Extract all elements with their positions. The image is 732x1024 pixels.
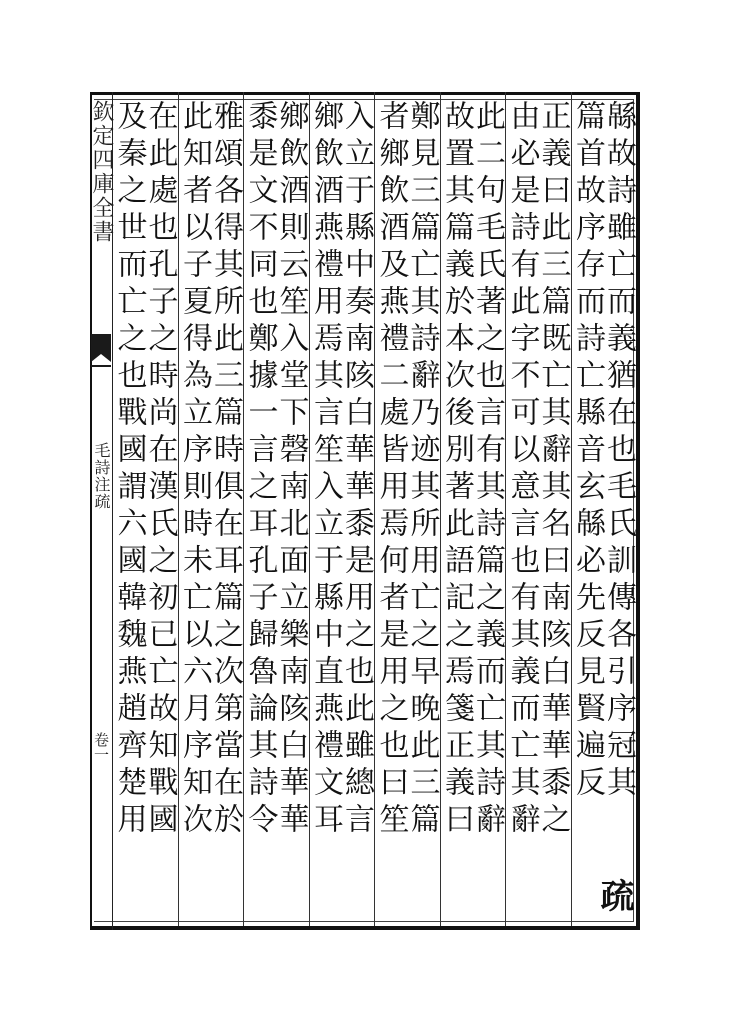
text-line: 篇首故序存而詩亡縣音玄緜必先反見賢遍反: [570, 100, 605, 803]
text-line: 正義曰此三篇既亡其辭其名曰南陔白華華黍之: [535, 100, 571, 840]
text-columns: [112, 92, 636, 926]
banxin-book-name: 毛詩注疏: [92, 442, 111, 510]
text-line: 者鄉飲酒及燕禮二處皆用焉何者是用之也曰笙: [373, 100, 409, 840]
text-line: 由必是詩有此字不可以意言也有其義而亡其辭: [504, 100, 540, 840]
text-line: 鄉飲酒燕禮用焉其言笙入立于縣中直燕禮文耳: [308, 100, 343, 840]
text-line: 鄉飲酒則云笙入堂下磬南北面立樂南陔白華華: [273, 100, 309, 840]
text-column-4: [374, 92, 440, 926]
text-line: 此二句毛氏著之也言有其詩篇之義而亡其詩辭: [470, 100, 505, 840]
commentary-marker: 疏: [594, 878, 634, 912]
text-line: 鄭見三篇亡其詩辭乃迹其所用亡之早晚此三篇: [404, 100, 440, 840]
text-line: 此知者以子夏得為立序則時未亡以六月序知次: [177, 100, 212, 840]
text-line: 雅頌各得其所此三篇時俱在耳篇之次第當在於: [208, 100, 243, 840]
text-line: 及秦之世而亡之也戰國謂六國韓魏燕趙齊楚用: [111, 100, 147, 840]
text-column-7: [178, 92, 244, 926]
text-line: 黍是文不同也鄭據一言之耳孔子歸魯論其詩令: [242, 100, 278, 840]
text-column-6: [243, 92, 309, 926]
text-column-5: [309, 92, 375, 926]
text-line: 在此處也孔子之時尚在漢氏之初已亡故知戰國: [142, 100, 178, 840]
text-column-1: [571, 92, 637, 926]
text-line: 緜故詩雖亡而義猶在也毛氏訓傳各引序冠其: [601, 100, 636, 803]
text-column-8: [112, 92, 178, 926]
fishtail-icon: [90, 332, 112, 368]
text-line: 故置其篇義於本次後別著此語記之焉箋正義曰: [439, 100, 474, 840]
book-page: [90, 92, 640, 930]
text-column-3: [440, 92, 506, 926]
text-line: 入立于縣中奏南陔白華華黍是用之也此雖總言: [339, 100, 374, 840]
centre-fold: [90, 92, 113, 930]
banxin-title: 欽定四庫全書: [89, 100, 114, 244]
text-column-2: [505, 92, 571, 926]
banxin-page-number: 卷一: [92, 732, 110, 762]
